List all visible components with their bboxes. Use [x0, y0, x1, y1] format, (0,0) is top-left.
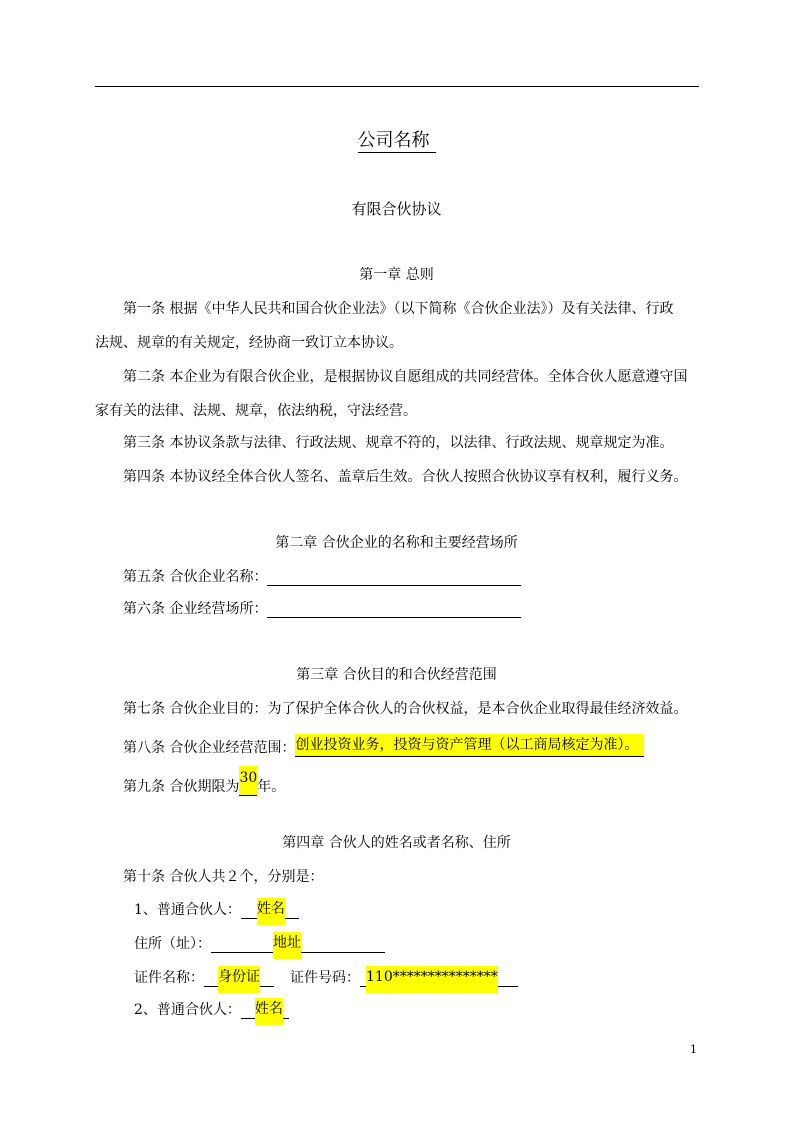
- partner1-name: 姓名: [257, 898, 285, 925]
- partner1-address-row: [134, 934, 385, 953]
- partner2-label: 2、普通合伙人：: [134, 1002, 241, 1018]
- partner2-name-field: [241, 1000, 289, 1019]
- partnership-name-blank: [267, 570, 521, 586]
- article8: [123, 734, 644, 757]
- address-field: [211, 934, 385, 953]
- article9-prefix: 第九条 合伙期限为: [123, 779, 240, 795]
- id-type-label: 证件名称：: [134, 970, 204, 986]
- article2-line1: 第二条 本企业为有限合伙企业，是根据协议自愿组成的共同经营体。全体合伙人愿意遵守国: [123, 369, 688, 385]
- article10: 第十条 合伙人共２个，分别是：: [123, 869, 324, 885]
- article5: [123, 568, 521, 586]
- article7: 第七条 合伙企业目的：为了保护全体合伙人的合伙权益，是本合伙企业取得最佳经济效益。: [123, 701, 688, 717]
- partner1-id-row: [134, 968, 518, 987]
- partner1-address: 地址: [273, 932, 301, 959]
- partner1-row: [134, 900, 299, 919]
- id-number-label: 证件号码：: [290, 970, 360, 986]
- company-title: 公司名称: [0, 130, 793, 152]
- chapter3-heading: 第三章 合伙目的和合伙经营范围: [296, 667, 497, 683]
- partner1-label: 1、普通合伙人：: [134, 902, 241, 918]
- header-rule: [95, 86, 699, 87]
- business-scope-value: 创业投资业务，投资与资产管理（以工商局核定为准）。: [295, 734, 644, 757]
- article2-line2: 家有关的法律、法规、规章，依法纳税，守法经营。: [95, 403, 417, 419]
- document-title: 有限合伙协议: [351, 200, 442, 218]
- chapter4-heading: 第四章 合伙人的姓名或者名称、住所: [282, 835, 511, 851]
- partner2-name: 姓名: [255, 998, 283, 1025]
- partner1-name-field: [241, 900, 299, 919]
- article6: [123, 600, 521, 618]
- article6-label: 第六条 企业经营场所：: [123, 601, 268, 617]
- article1-line2: 法规、规章的有关规定，经协商一致订立本协议。: [95, 335, 403, 351]
- article5-label: 第五条 合伙企业名称：: [123, 569, 268, 585]
- chapter2-heading: 第二章 合伙企业的名称和主要经营场所: [275, 535, 518, 551]
- chapter1-heading: 第一章 总则: [359, 267, 434, 283]
- article9: [123, 766, 285, 796]
- article1-line1: 第一条 根据《中华人民共和国合伙企业法》（以下简称《合伙企业法》）及有关法律、行政: [123, 301, 674, 317]
- address-label: 住所（址）：: [134, 936, 211, 952]
- term-years-value: 30: [239, 766, 257, 796]
- article8-label: 第八条 合伙企业经营范围：: [123, 740, 296, 756]
- partner1-id-type: 身份证: [218, 966, 260, 993]
- business-place-blank: [267, 602, 521, 618]
- article3: 第三条 本协议条款与法律、行政法规、规章不符的，以法律、行政法规、规章规定为准。: [123, 435, 674, 451]
- id-number-field: [360, 968, 518, 987]
- article4: 第四条 本协议经全体合伙人签名、盖章后生效。合伙人按照合伙协议享有权利，履行义务。: [123, 469, 688, 485]
- page-number: 1: [690, 1043, 697, 1056]
- partner1-id-number: 110***************: [366, 966, 498, 993]
- partner2-row: [134, 1000, 289, 1019]
- article9-suffix: 年。: [257, 779, 286, 795]
- id-type-field: [204, 968, 274, 987]
